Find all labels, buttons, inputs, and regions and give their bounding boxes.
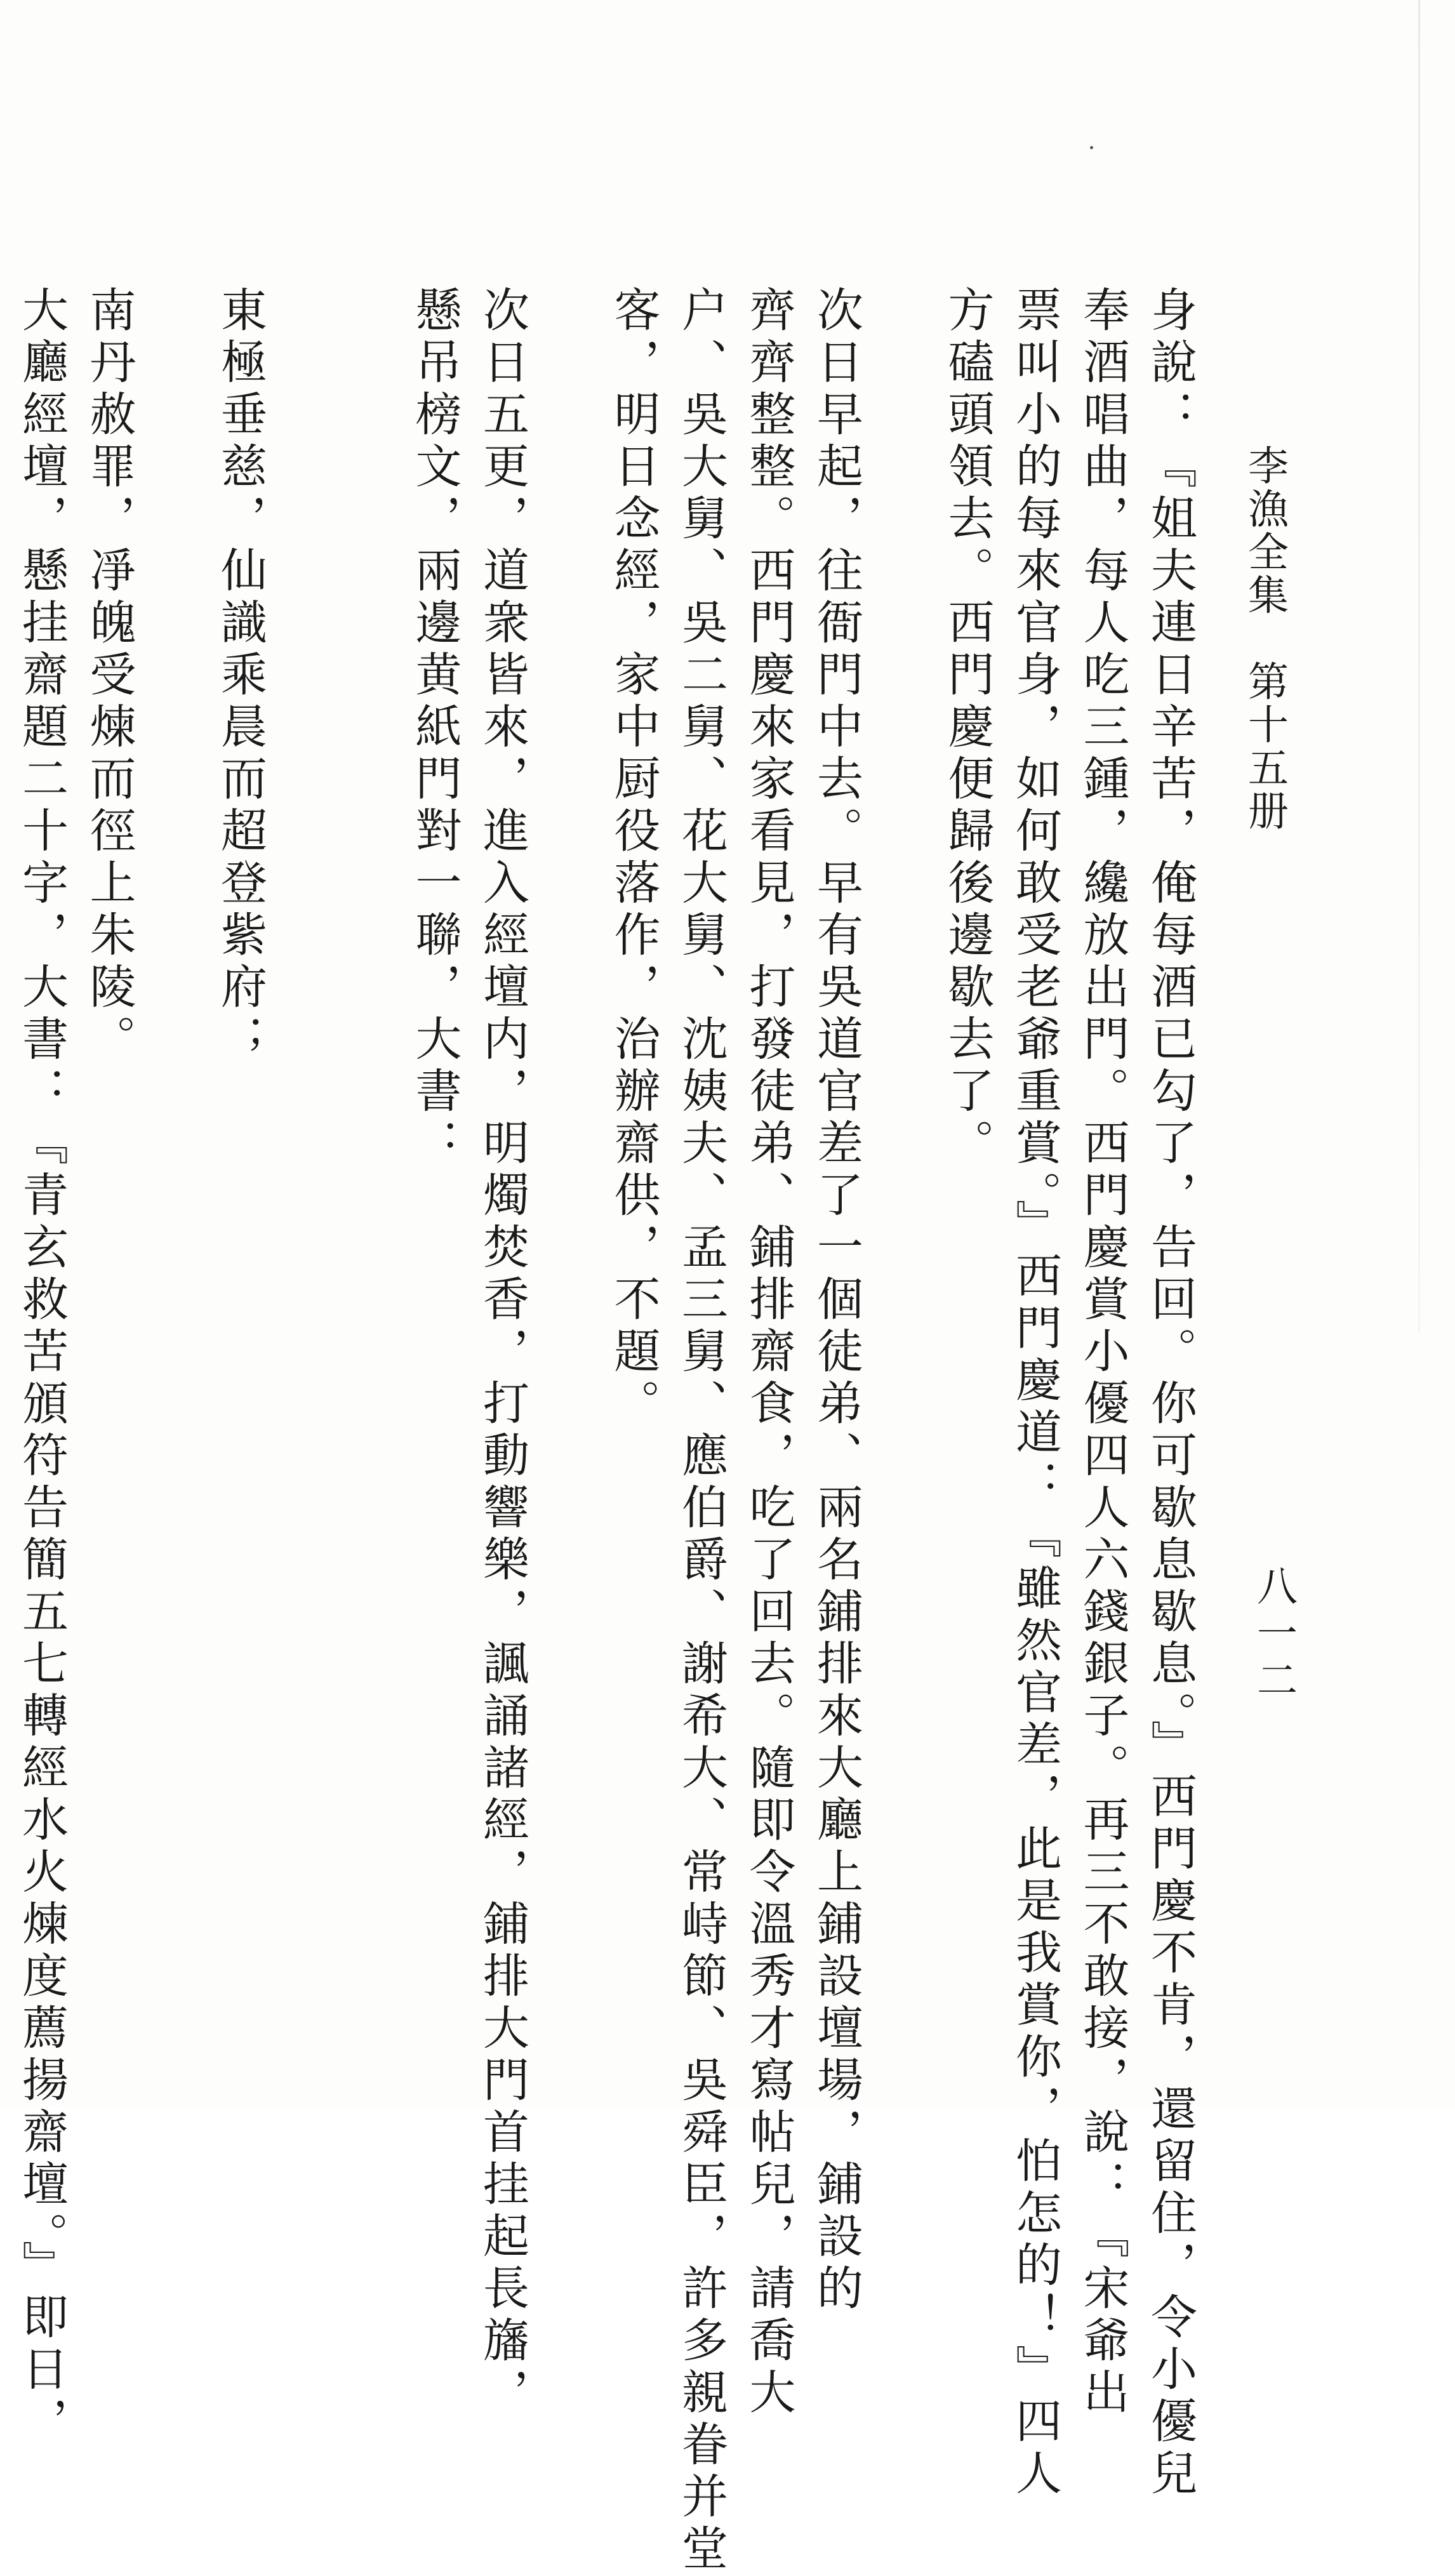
- text-line: 票叫小的每來官身，如何敢受老爺重賞。』西門慶道：『雖然官差，此是我賞你，怕怎的！』四人: [1007, 286, 1061, 2501]
- paragraph-start-line: 次日五更，道衆皆來，進入經壇内，明燭焚香，打動響樂，諷誦諸經，鋪排大門首挂起長旛，: [475, 286, 529, 2420]
- paragraph-start-line: 次日早起，往衙門中去。早有吳道官差了一個徒弟、兩名鋪排來大廳上鋪設壇場，鋪設的: [809, 286, 863, 2316]
- text-line: 户、吳大舅、吳二舅、花大舅、沈姨夫、孟三舅、應伯爵、謝希大、常峙節、吳舜臣，許多親眷并堂: [674, 286, 728, 2576]
- text-line: 大廳經壇，懸挂齋題二十字，大書：『青玄救苦頒符告簡五七轉經水火煉度薦揚齋壇。』即日，: [14, 286, 68, 2449]
- couplet-line: 南丹赦罪，凈魄受煉而徑上朱陵。: [81, 286, 136, 1066]
- text-line: 齊齊整整。西門慶來家看見，打發徒弟、鋪排齋食，吃了回去。隨即令溫秀才寫帖兒，請喬大: [741, 286, 795, 2420]
- scan-edge: [1418, 0, 1420, 1333]
- body-text: [14, 286, 1203, 2576]
- text-line: 客，明日念經，家中厨役落作，治辦齋供，不題。: [606, 286, 660, 1431]
- couplet-line: 東極垂慈，仙識乘晨而超登紫府；: [213, 286, 267, 1066]
- running-title: 李漁全集 第十五册: [1241, 444, 1288, 833]
- page-number: 八一二: [1250, 1565, 1297, 1706]
- text-line: 身說：『姐夫連日辛苦，俺每酒已勾了，告回。你可歇息歇息。』西門慶不肯，還留住，令小優兒: [1143, 286, 1197, 2501]
- text-line: 方磕頭領去。西門慶便歸後邊歇去了。: [940, 286, 994, 1171]
- scan-speck: [1090, 146, 1093, 149]
- text-line: 奉酒唱曲，每人吃三鍾，纔放出門。西門慶賞小優四人六錢銀子。再三不敢接，說：『宋爺出: [1075, 286, 1129, 2420]
- text-line: 懸吊榜文，兩邊黄紙門對一聯，大書：: [407, 286, 462, 1171]
- text-line: [0, 286, 7, 1962]
